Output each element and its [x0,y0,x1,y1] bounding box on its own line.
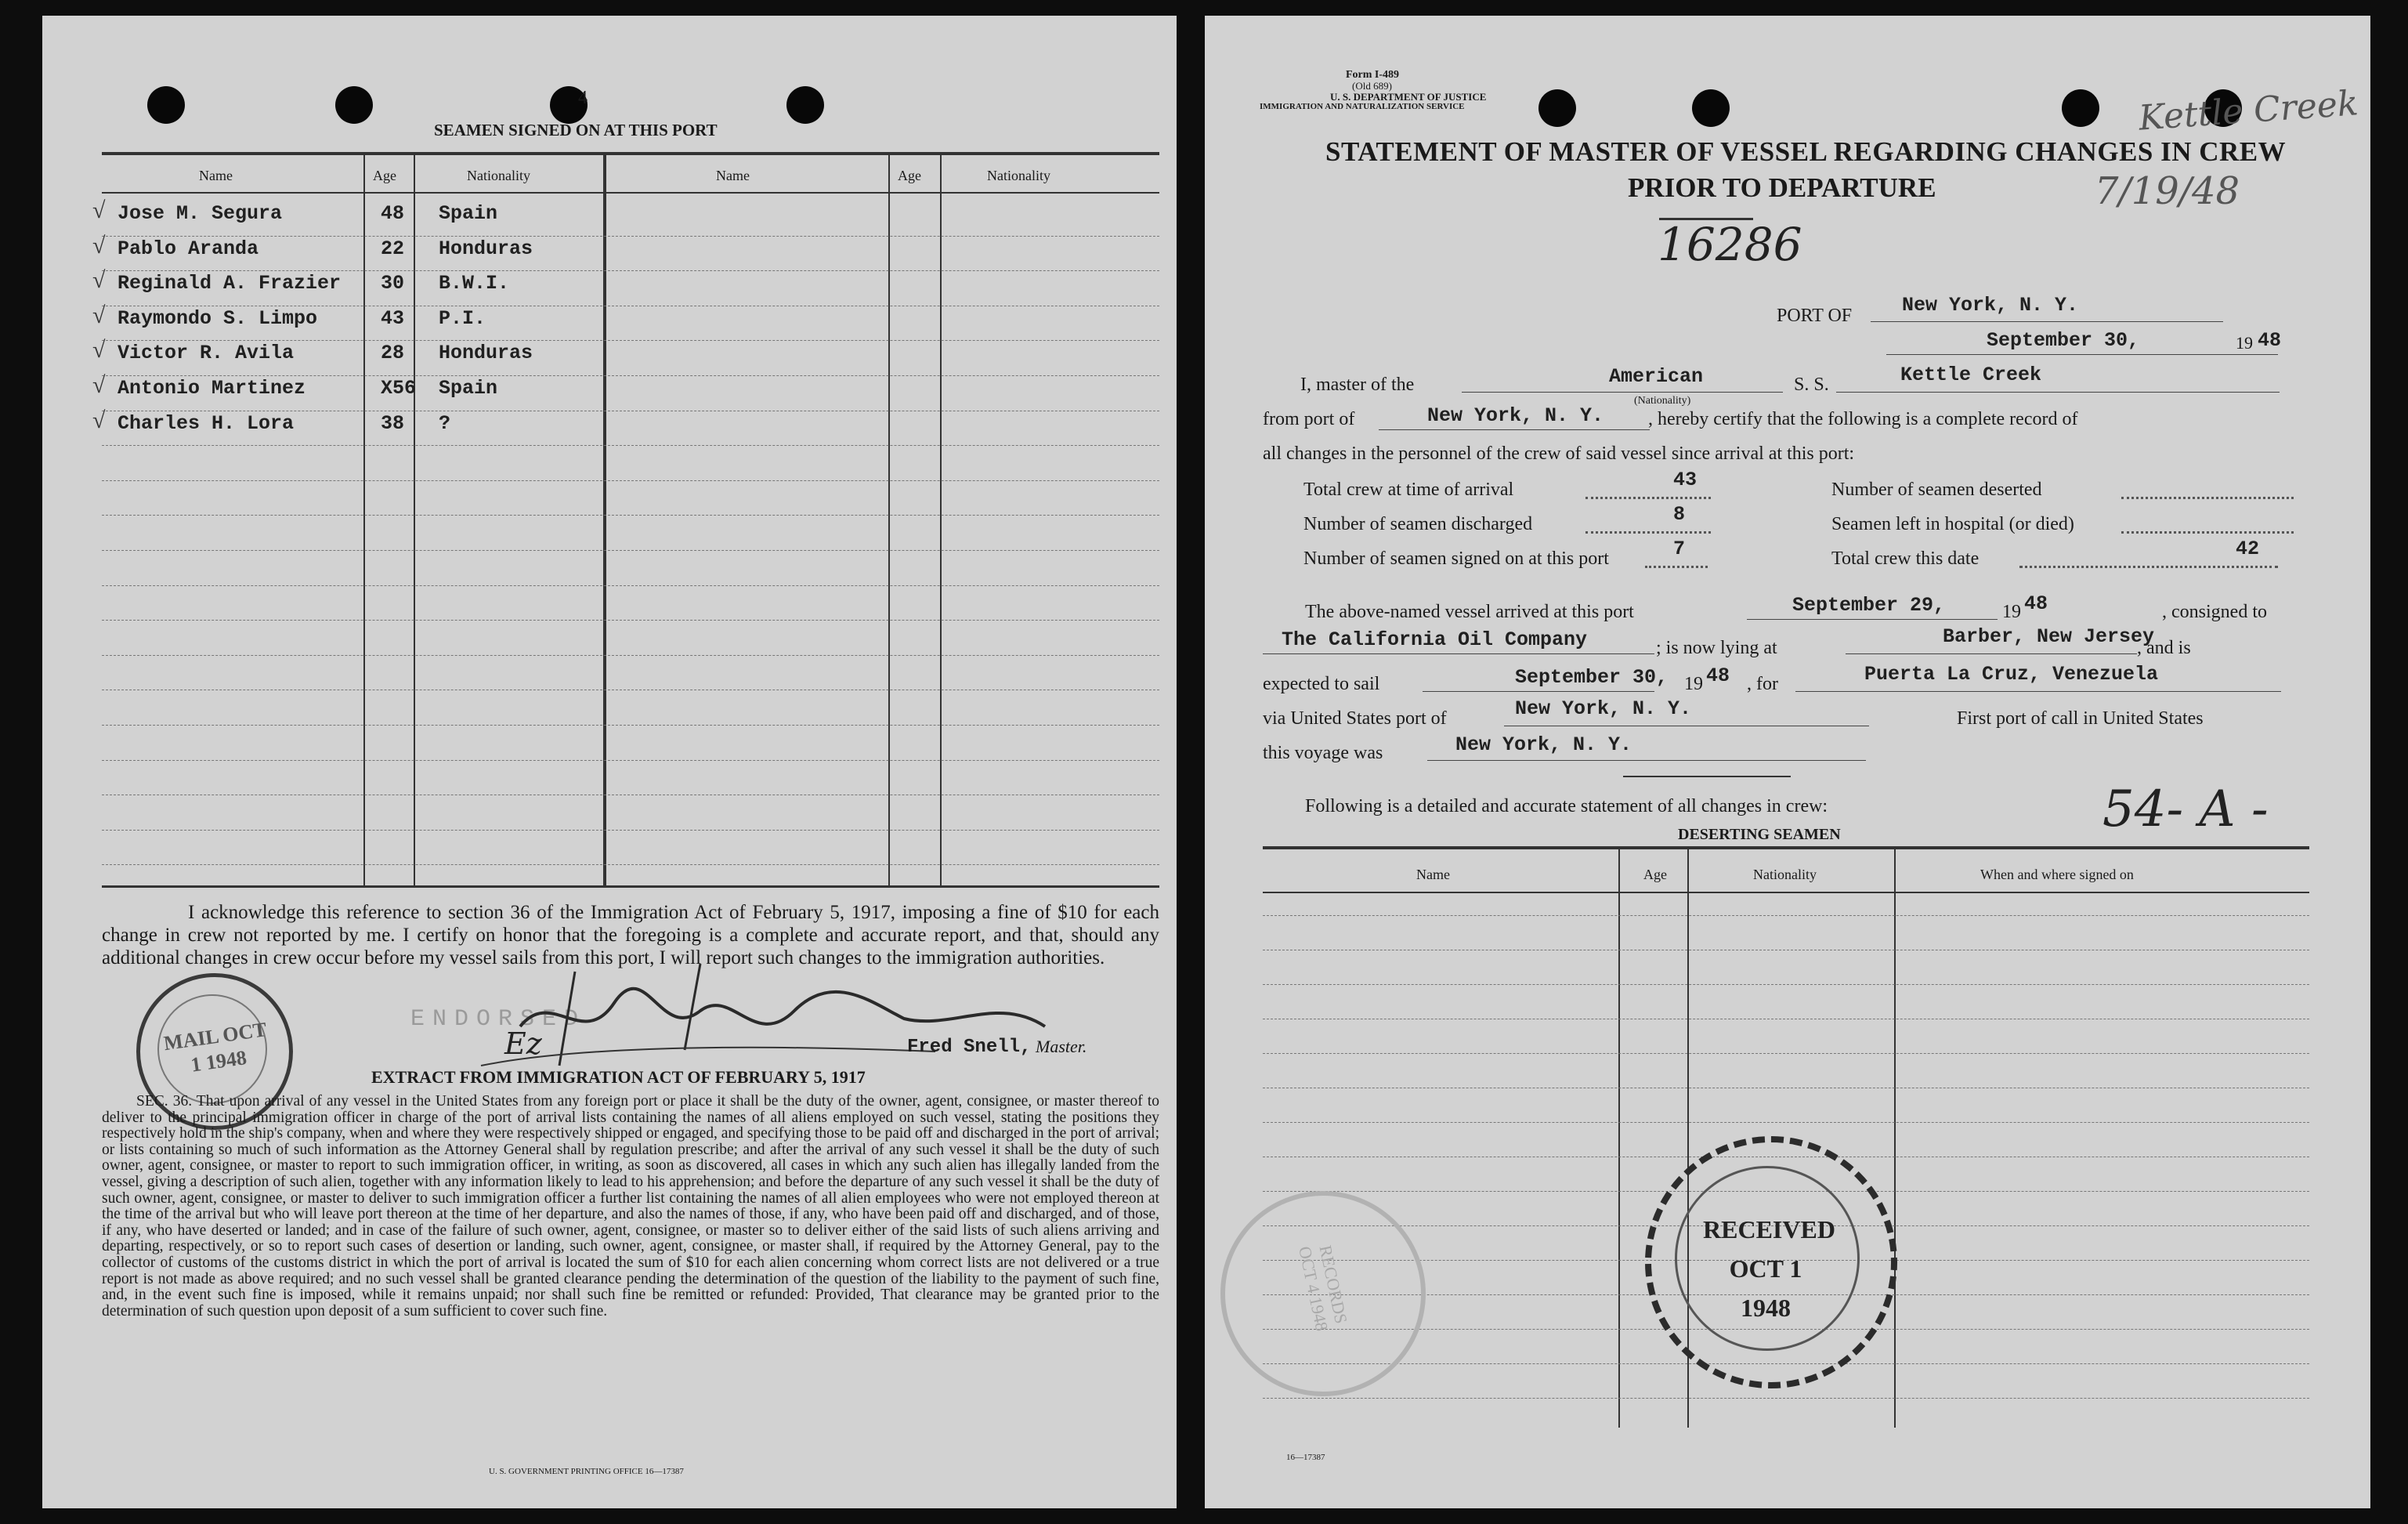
service: IMMIGRATION AND NATURALIZATION SERVICE [1260,102,1465,111]
for-label: , for [1747,674,1778,694]
page-number: 4 [578,88,588,108]
seaman-name: Raymondo S. Limpo [118,306,318,330]
seaman-nationality: Honduras [439,342,533,365]
leader-dots [2121,497,2294,499]
stat-label: Number of seamen signed on at this port [1303,548,1609,569]
ss-label: S. S. [1794,375,1829,395]
master-label: Master. [1036,1037,1087,1056]
form-subtitle: PRIOR TO DEPARTURE [1628,172,1936,203]
table-top-rule [102,152,1159,155]
deserting-header-rule [1263,892,2309,893]
seaman-age: X56 [381,377,417,400]
stat-label: Number of seamen discharged [1303,514,1533,534]
table-bottom-rule [102,885,1159,888]
year-prefix: 19 [2236,333,2253,353]
short-rule [1623,776,1791,777]
nationality-value: American [1609,365,1704,388]
stat-value: 43 [1673,469,1698,491]
leader-dots [2019,566,2278,568]
header-nationality: Nationality [987,168,1050,183]
hand-ship-name: Kettle Creek [2137,83,2360,139]
date-value: September 30, [1987,329,2140,352]
punch-hole [1538,89,1576,127]
year-value: 48 [2258,329,2282,352]
extract-title: EXTRACT FROM IMMIGRATION ACT OF FEBRUARY 5, 1917 [371,1067,866,1087]
consigned-label: , consigned to [2162,602,2267,622]
row-rule [102,236,1159,237]
table-header-rule [102,192,1159,194]
arrived-year-prefix: 19 [2002,602,2021,622]
header-age: Age [1643,867,1667,882]
seaman-age: 28 [381,342,405,365]
voyage-underline [1427,760,1866,761]
destination-underline [1795,691,2281,692]
from-port-label: from port of [1263,409,1355,429]
check-mark-icon: √ [92,407,106,433]
col-divider [363,154,365,887]
header-age: Age [373,168,396,183]
row-rule [102,760,1159,761]
left-page [42,16,1177,1508]
punch-hole [147,86,185,124]
row-rule [102,620,1159,621]
expected-label: expected to sail [1263,674,1380,694]
hand-file-number: 16286 [1658,218,1802,271]
lying-underline [1846,653,2137,654]
master-of-label: I, master of the [1300,375,1415,395]
row-rule [1263,1122,2309,1123]
lying-value: Barber, New Jersey [1943,625,2155,648]
voyage-label: this voyage was [1263,743,1383,763]
leader-dots [1585,497,1711,499]
right-page [1205,16,2370,1508]
punch-hole [2062,89,2099,127]
check-mark-icon: √ [92,267,106,294]
header-name: Name [716,168,750,183]
header-nationality: Nationality [1753,867,1817,882]
seaman-age: 38 [381,411,405,435]
following-label: Following is a detailed and accurate statement of all changes in crew: [1305,796,1828,816]
row-rule [1263,984,2309,985]
all-changes-text: all changes in the personnel of the crew of said vessel since arrival at this port: [1263,443,1855,464]
seaman-age: 30 [381,272,405,295]
row-rule [102,655,1159,656]
stat-label: Number of seamen deserted [1831,480,2042,500]
lying-label: ; is now lying at [1656,638,1777,658]
seaman-name: Charles H. Lora [118,411,295,435]
records-stamp [1220,1191,1426,1396]
header-age: Age [898,168,921,183]
seaman-nationality: P.I. [439,306,486,330]
seaman-age: 43 [381,306,405,330]
header-name: Name [1416,867,1450,882]
deserting-title: DESERTING SEAMEN [1678,826,1841,843]
check-mark-icon: √ [92,232,106,259]
stat-label: Total crew this date [1831,548,1980,569]
form-id: Form I-489 [1346,69,1400,81]
leader-dots [1645,566,1708,568]
arrived-underline [1747,619,1998,620]
arrived-value: September 29, [1792,594,1946,617]
from-port-value: New York, N. Y. [1427,404,1604,427]
seaman-name: Pablo Aranda [118,237,259,260]
consignee-value: The California Oil Company [1282,628,1588,651]
department: U. S. DEPARTMENT OF JUSTICE [1330,91,1487,103]
punch-hole [335,86,373,124]
row-rule [1263,1053,2309,1054]
footer-code: 16—17387 [1286,1453,1325,1462]
seaman-name: Victor R. Avila [118,342,295,365]
port-underline [1871,321,2223,322]
sail-year-prefix: 19 [1684,674,1703,694]
seaman-nationality: B.W.I. [439,272,510,295]
check-mark-icon: √ [92,197,106,223]
seaman-name: Reginald A. Frazier [118,272,342,295]
col-divider [603,154,606,887]
received-stamp [1645,1136,1897,1388]
initials: Ez [504,1026,542,1061]
mail-stamp-text: MAIL OCT 1 1948 [162,1018,269,1077]
row-rule [102,830,1159,831]
col-divider [1618,848,1620,1428]
seaman-nationality: ? [439,411,451,435]
punch-hole [786,86,824,124]
stat-value: 8 [1673,503,1686,526]
col-divider [940,154,942,887]
check-mark-icon: √ [92,302,106,328]
arrived-year: 48 [2024,592,2048,615]
col-divider [1894,848,1896,1428]
ship-value: Kettle Creek [1900,364,2042,386]
master-name: Fred Snell, [907,1037,1032,1058]
stat-value: 7 [1673,538,1686,560]
form-title: STATEMENT OF MASTER OF VESSEL REGARDING CHANGES IN CREW [1325,136,2287,167]
header-when-where: When and where signed on [1980,867,2134,882]
hand-code: 54- A - [2102,780,2269,838]
check-mark-icon: √ [92,337,106,364]
seaman-name: Antonio Martinez [118,377,306,400]
records-stamp-text: RECORDS OCT 4 1948 [1295,1243,1351,1333]
hand-date: 7/19/48 [2095,169,2240,213]
deserting-top-rule [1263,846,2309,849]
stat-value: 42 [2236,538,2260,560]
endorsed-stamp: ENDORSED [410,1006,587,1033]
acknowledgment-text: I acknowledge this reference to section 36 of the Immigration Act of February 5, 1917, imposing a fine of $10 for each change in crew not reported by me. I certify on honor that the foregoing is a complete and accurate report, and that, should any additional changes in crew occur before my vessel sails from this port, I will report such changes to the immigration authorities. [102,902,1159,968]
printing-office: U. S. GOVERNMENT PRINTING OFFICE 16—17387 [489,1467,684,1476]
first-port-label: First port of call in United States [1957,708,2204,729]
row-rule [102,864,1159,865]
row-rule [102,375,1159,376]
certify-text: , hereby certify that the following is a complete record of [1648,409,2078,429]
sail-date-value: September 30, [1515,666,1669,689]
row-rule [1263,915,2309,916]
seaman-age: 48 [381,202,405,225]
seaman-nationality: Honduras [439,237,533,260]
row-rule [102,550,1159,551]
consignee-underline [1263,653,1654,654]
via-value: New York, N. Y. [1515,697,1692,720]
stat-label: Total crew at time of arrival [1303,480,1514,500]
ship-underline [1836,392,2280,393]
seaman-nationality: Spain [439,202,498,225]
port-value: New York, N. Y. [1902,294,2079,317]
punch-hole [1692,89,1730,127]
seaman-nationality: Spain [439,377,498,400]
via-label: via United States port of [1263,708,1447,729]
sail-date-underline [1423,691,1654,692]
row-rule [102,340,1159,341]
arrived-label: The above-named vessel arrived at this port [1305,602,1634,622]
seaman-age: 22 [381,237,405,260]
voyage-value: New York, N. Y. [1455,733,1632,756]
header-name: Name [199,168,233,183]
destination-value: Puerta La Cruz, Venezuela [1864,663,2159,686]
check-mark-icon: √ [92,372,106,398]
and-is-text: , and is [2137,638,2191,658]
row-rule [1263,1398,2309,1399]
port-label: PORT OF [1777,306,1853,326]
row-rule [102,725,1159,726]
leader-dots [1585,531,1711,534]
nationality-caption: (Nationality) [1634,395,1691,407]
header-nationality: Nationality [467,168,530,183]
row-rule [102,585,1159,586]
section-title: SEAMEN SIGNED ON AT THIS PORT [434,121,718,139]
received-stamp-text: RECEIVED OCT 1 1948 [1703,1215,1835,1322]
leader-dots [2121,531,2294,534]
from-port-underline [1379,429,1650,430]
date-underline [1886,354,2278,355]
stat-label: Seamen left in hospital (or died) [1831,514,2074,534]
col-divider [888,154,890,887]
row-rule [102,270,1159,271]
form-old: (Old 689) [1352,80,1392,92]
col-divider [414,154,415,887]
sail-year: 48 [1706,664,1730,687]
extract-text: SEC. 36. That upon arrival of any vessel in the United States from any foreign port or place it shall be the duty of the owner, agent, consignee, or master thereof to deliver to the principal immigration officer in charge of the port of arrival lists containing the names of all aliens employed on such vessel, stating the positions they respectively hold in the ship's company, when and where they were respectively shipped or engaged, and specifying those to be paid off and discharged in the port of arrival; or lists containing so much of such information as the Attorney General shall by regulation prescribe; and after the arrival of any such vessel it shall be the duty of such owner, agent, consignee, or master to report to such immigration officer, in writing, as soon as discovered, all cases in which any such alien has illegally landed from the vessel, giving a description of such alien, together with any information likely to lead to his apprehension; and before the departure of any such vessel it shall be the duty of such owner, agent, consignee, or master to deliver to such immigration officer a further list containing the names of all alien employees who were not employed thereon at the time of the arrival but who will leave port thereon at the time of her departure, and also the names of those, if any, who have been paid off and discharged, and of those, if any, who have deserted or landed; and in case of the failure of such owner, agent, consignee, or master so to deliver either of the said lists of such aliens arriving and departing, respectively, or so to report such cases of desertion or landing, such owner, agent, consignee, or master shall, if required by the Attorney General, pay to the collector of customs of the customs district in which the port of arrival is located the sum of $10 for each alien concerning whom correct lists are not delivered or a true report is not made as above required; and no such vessel shall be granted clearance pending the determination of the question of the liability to the payment of such fine, and, in the event such fine is imposed, while it remains unpaid; nor shall such fine be remitted or refunded: Provided, That clearance may be granted prior to the determination of such question upon deposit of a sum sufficient to cover such fine. [102,1093,1159,1319]
row-rule [102,515,1159,516]
row-rule [102,480,1159,481]
row-rule [102,445,1159,446]
nationality-underline [1462,392,1783,393]
file-number-rule [1659,218,1753,220]
seaman-name: Jose M. Segura [118,202,283,225]
